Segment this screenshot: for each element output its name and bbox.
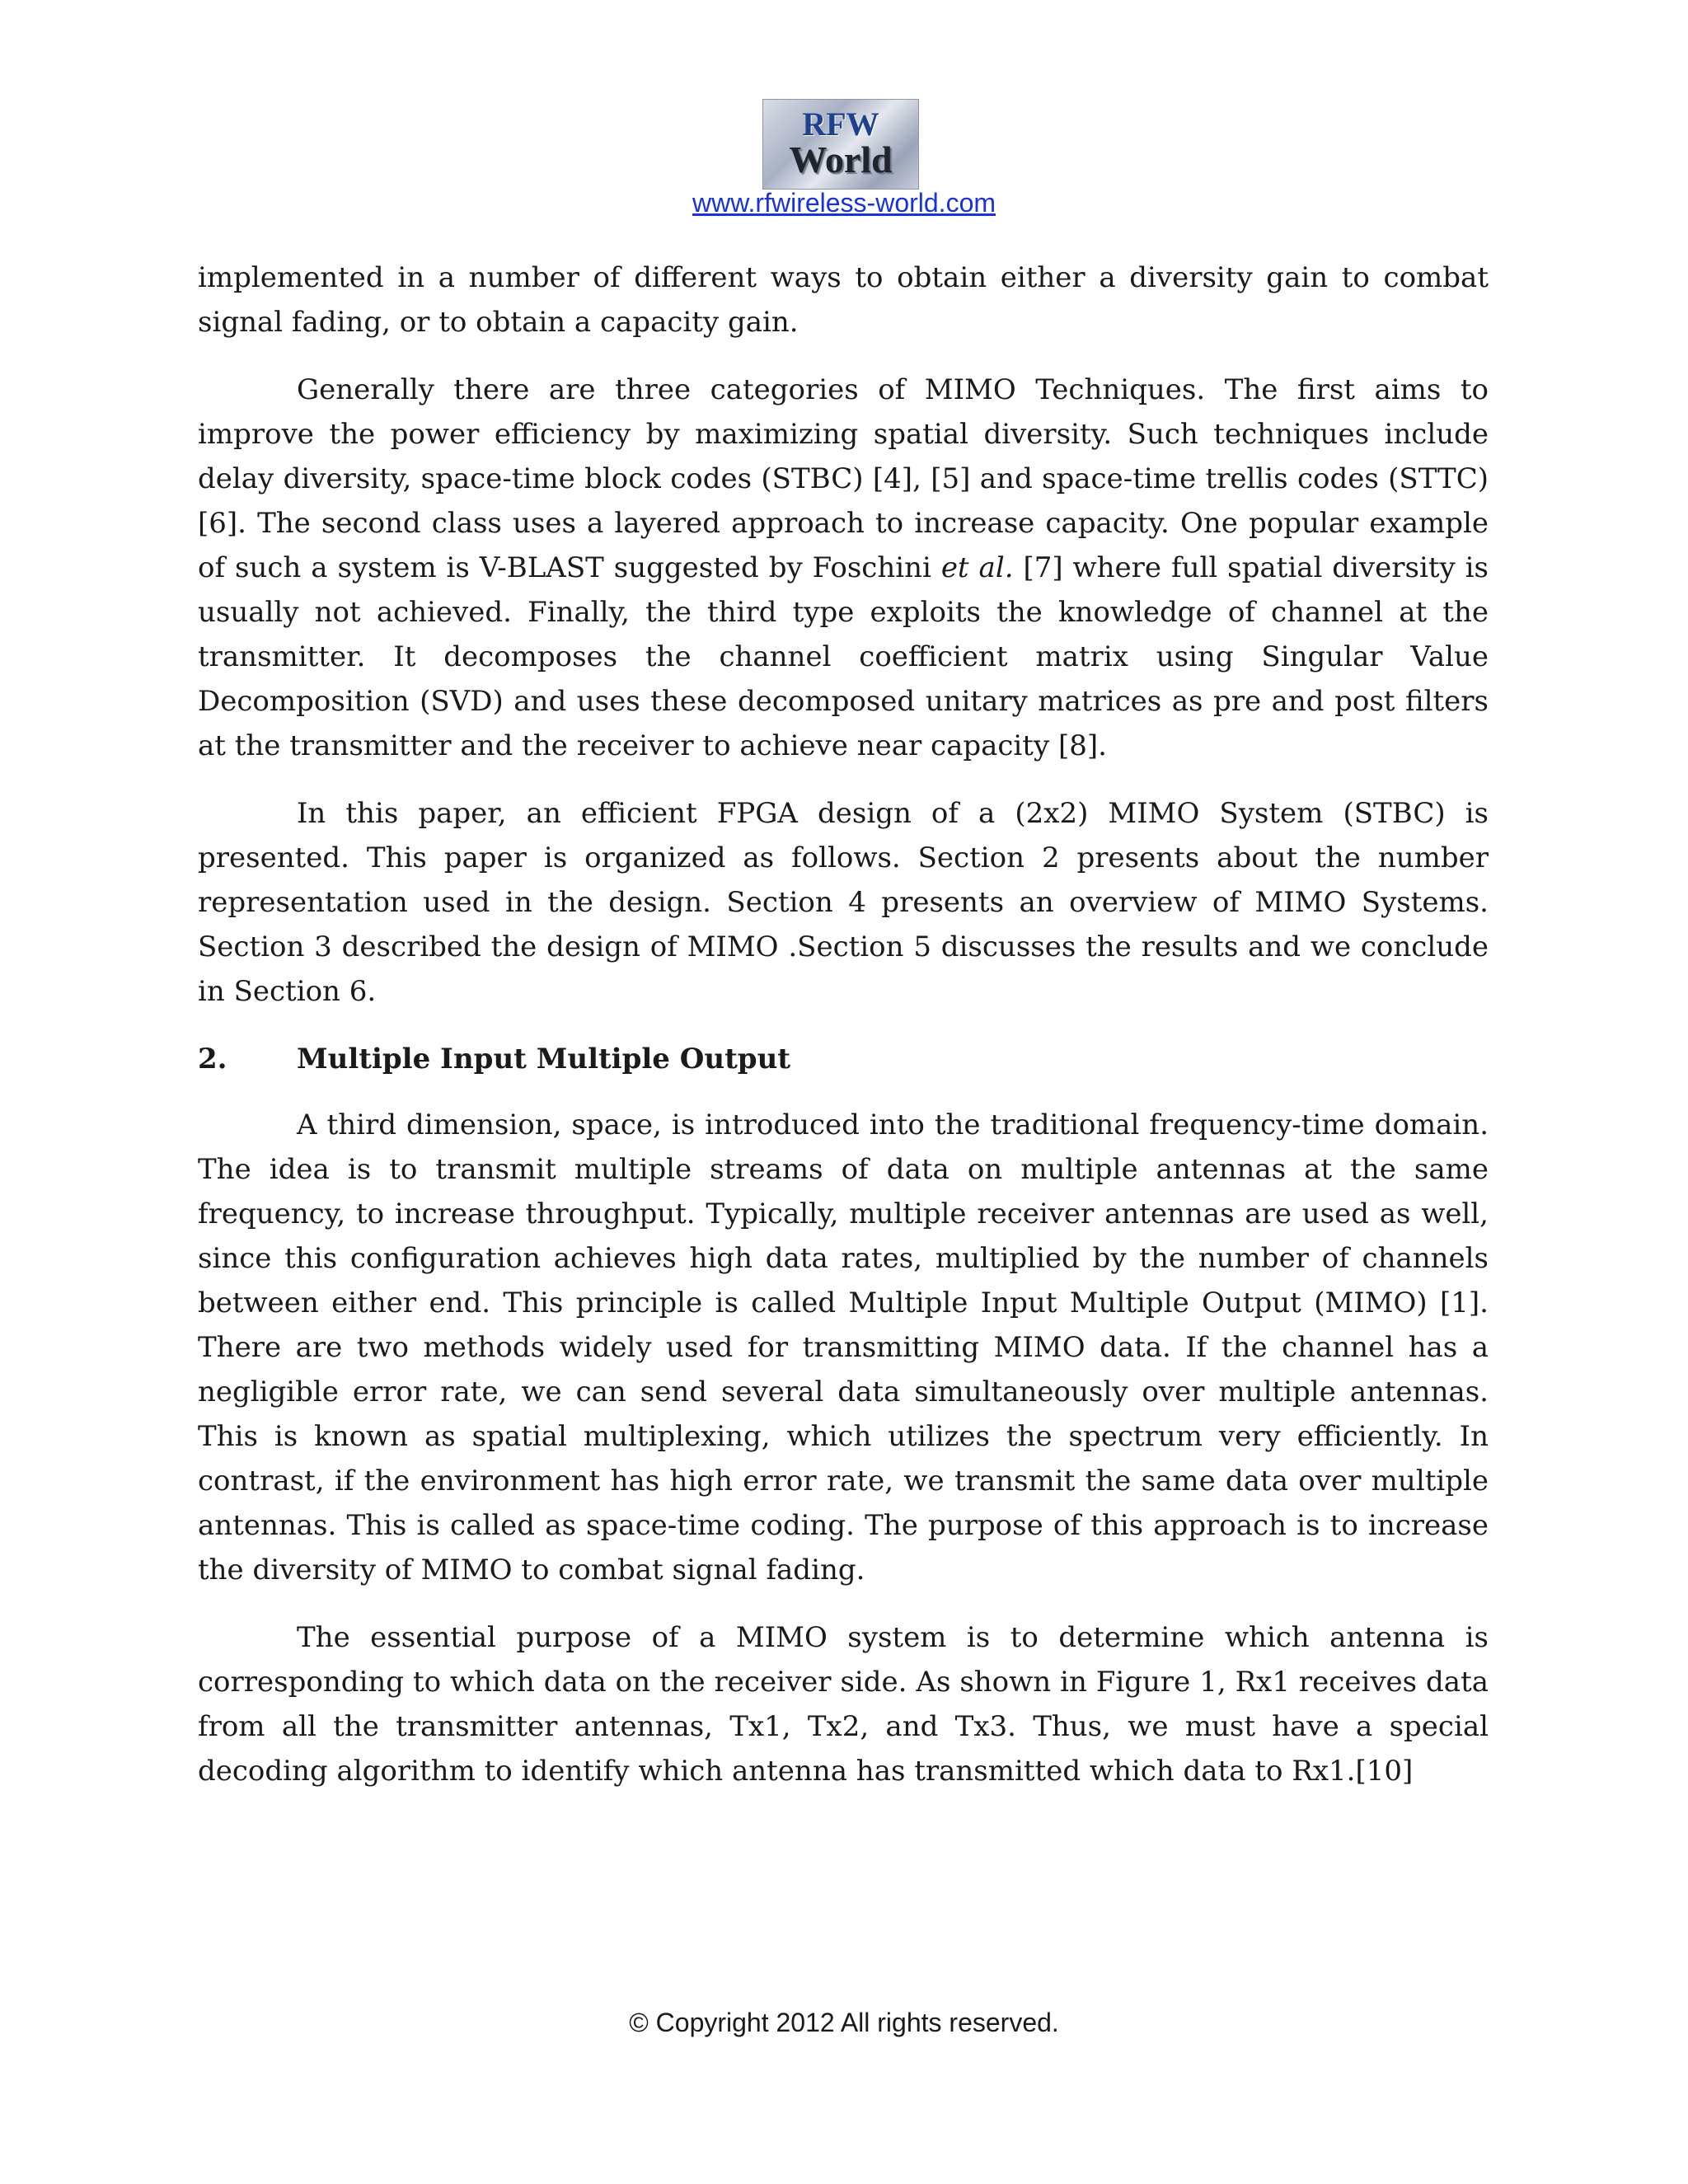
paragraph-continuation: implemented in a number of different ways to obtain either a diversity gain to combat signal fading, or to obtain a capacity gain. [198,261,1489,339]
rfw-world-logo[interactable] [762,99,919,190]
site-url-link[interactable]: www.rfwireless-world.com [692,188,996,218]
citation-et-al: et al. [940,551,1014,584]
logo-text-rfw: RFW [802,105,879,143]
paragraph-mimo-overview: A third dimension, space, is introduced into the traditional frequency-time domain. The idea is to transmit multiple streams of data on multiple antennas at the same frequency, to increase throughput. Typically, multiple receiver antennas are used as well, since this configuration achieves high data rates, multiplied by the number of channels between either end. This principle is called Multiple Input Multiple Output (MIMO) [1]. There are two methods widely used for transmitting MIMO data. If the channel has a negligible error rate, we can send several data simultaneously over multiple antennas. This is known as spatial multiplexing, which utilizes the spectrum very efficiently. In contrast, if the environment has high error rate, we transmit the same data over multiple antennas. This is called as space-time coding. The purpose of this approach is to increase the diversity of MIMO to combat signal fading. [198,1108,1489,1586]
paragraph-paper-organization: In this paper, an efficient FPGA design of a (2x2) MIMO System (STBC) is presented. This paper is organized as follows. Section 2 presents about the number representation used in the design. Section 4 presents an overview of MIMO Systems. Section 3 described the design of MIMO .Section 5 discusses the results and we conclude in Section 6. [198,797,1489,1008]
section-heading [198,1037,1489,1081]
section-number: 2. [198,1043,227,1076]
paragraph-mimo-purpose: The essential purpose of a MIMO system is to determine which antenna is corresponding to which data on the receiver side. As shown in Figure 1, Rx1 receives data from all the transmitter antennas, Tx1, Tx2, and Tx3. Thus, we must have a special decoding algorithm to identify which antenna has transmitted which data to Rx1.[10] [198,1621,1489,1788]
copyright-footer: © Copyright 2012 All rights reserved. [629,2008,1059,2037]
paragraph-text: Generally there are three categories of MIMO Techniques. The first aims to improve the power efficiency by maximizing spatial diversity. Such techniques include delay diversity, space-time block codes (STBC) [4], [5] and space-time trellis codes (STTC) [6]. The second class uses a layered approach to increase capacity. One popular example of such a system is V-BLAST suggested by Foschini [198,373,1489,584]
logo-text-world: World [789,138,893,180]
paragraph-mimo-categories [198,368,1489,768]
paragraph-text: [7] where full spatial diversity is usually not achieved. Finally, the third type exploits the knowledge of channel at the transmitter. It decomposes the channel coefficient matrix using Singular Value Decomposition (SVD) and uses these decomposed unitary matrices as pre and post filters at the transmitter and the receiver to achieve near capacity [8]. [198,551,1489,762]
section-title: Multiple Input Multiple Output [297,1043,791,1076]
document-body [198,255,1489,1816]
